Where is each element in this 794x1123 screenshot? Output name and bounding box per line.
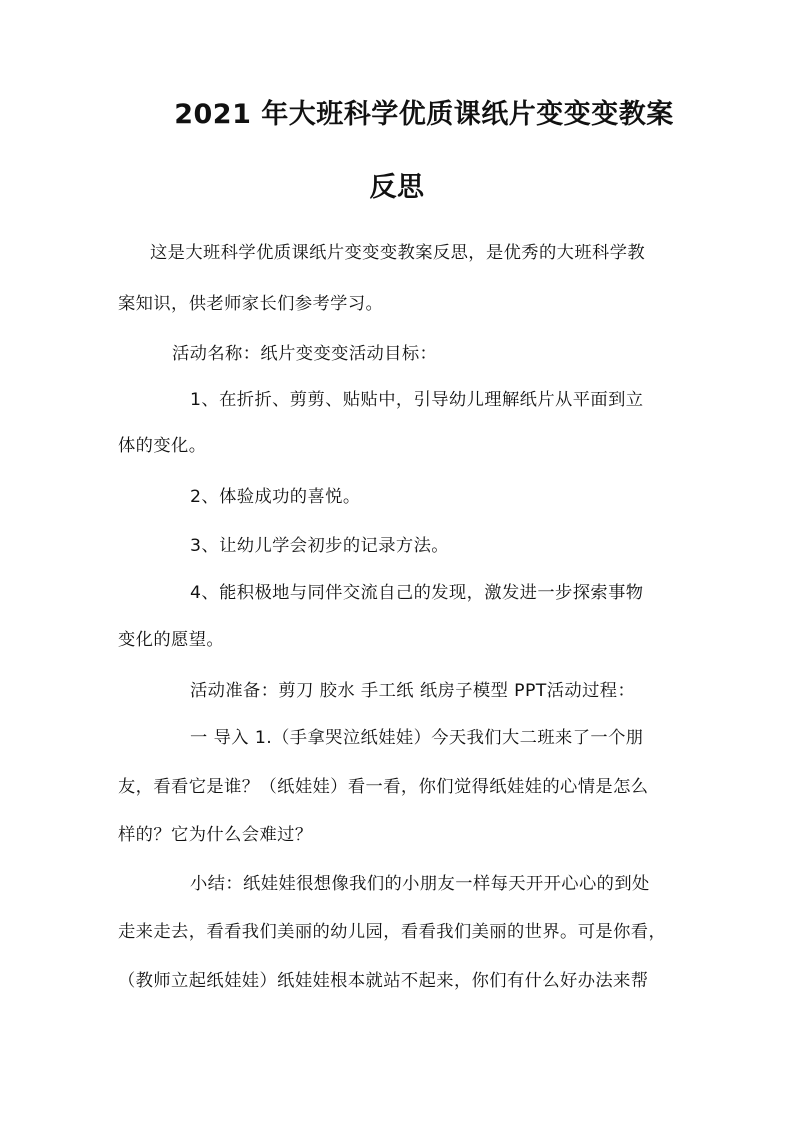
paragraph-line: （教师立起纸娃娃）纸娃娃根本就站不起来，你们有什么好办法来帮 (118, 971, 649, 991)
paragraph-line: 这是大班科学优质课纸片变变变教案反思，是优秀的大班科学教 (150, 243, 646, 263)
paragraph-line: 小结：纸娃娃很想像我们的小朋友一样每天开开心心的到处 (190, 874, 650, 894)
paragraph-line: 变化的愿望。 (118, 630, 225, 650)
paragraph-line: 4、能积极地与同伴交流自己的发现，激发进一步探索事物 (190, 583, 644, 603)
paragraph-line: 1、在折折、剪剪、贴贴中，引导幼儿理解纸片从平面到立 (190, 390, 644, 410)
paragraph-line: 活动准备：剪刀 胶水 手工纸 纸房子模型 PPT活动过程： (190, 681, 636, 701)
document-title-line-1: 2021 年大班科学优质课纸片变变变教案 (174, 99, 674, 130)
paragraph-line: 活动名称：纸片变变变活动目标： (172, 344, 438, 364)
paragraph-line: 2、体验成功的喜悦。 (190, 487, 361, 507)
paragraph-line: 一 导入 1.（手拿哭泣纸娃娃）今天我们大二班来了一个朋 (190, 728, 644, 748)
paragraph-line: 友，看看它是谁？（纸娃娃）看一看，你们觉得纸娃娃的心情是怎么 (118, 777, 649, 797)
paragraph-line: 样的？它为什么会难过？ (118, 825, 313, 845)
paragraph-line: 3、让幼儿学会初步的记录方法。 (190, 536, 449, 556)
paragraph-line: 案知识，供老师家长们参考学习。 (118, 294, 384, 314)
document-title-line-2: 反思 (369, 172, 425, 203)
paragraph-line: 走来走去，看看我们美丽的幼儿园，看看我们美丽的世界。可是你看， (118, 922, 667, 942)
paragraph-line: 体的变化。 (118, 436, 207, 456)
